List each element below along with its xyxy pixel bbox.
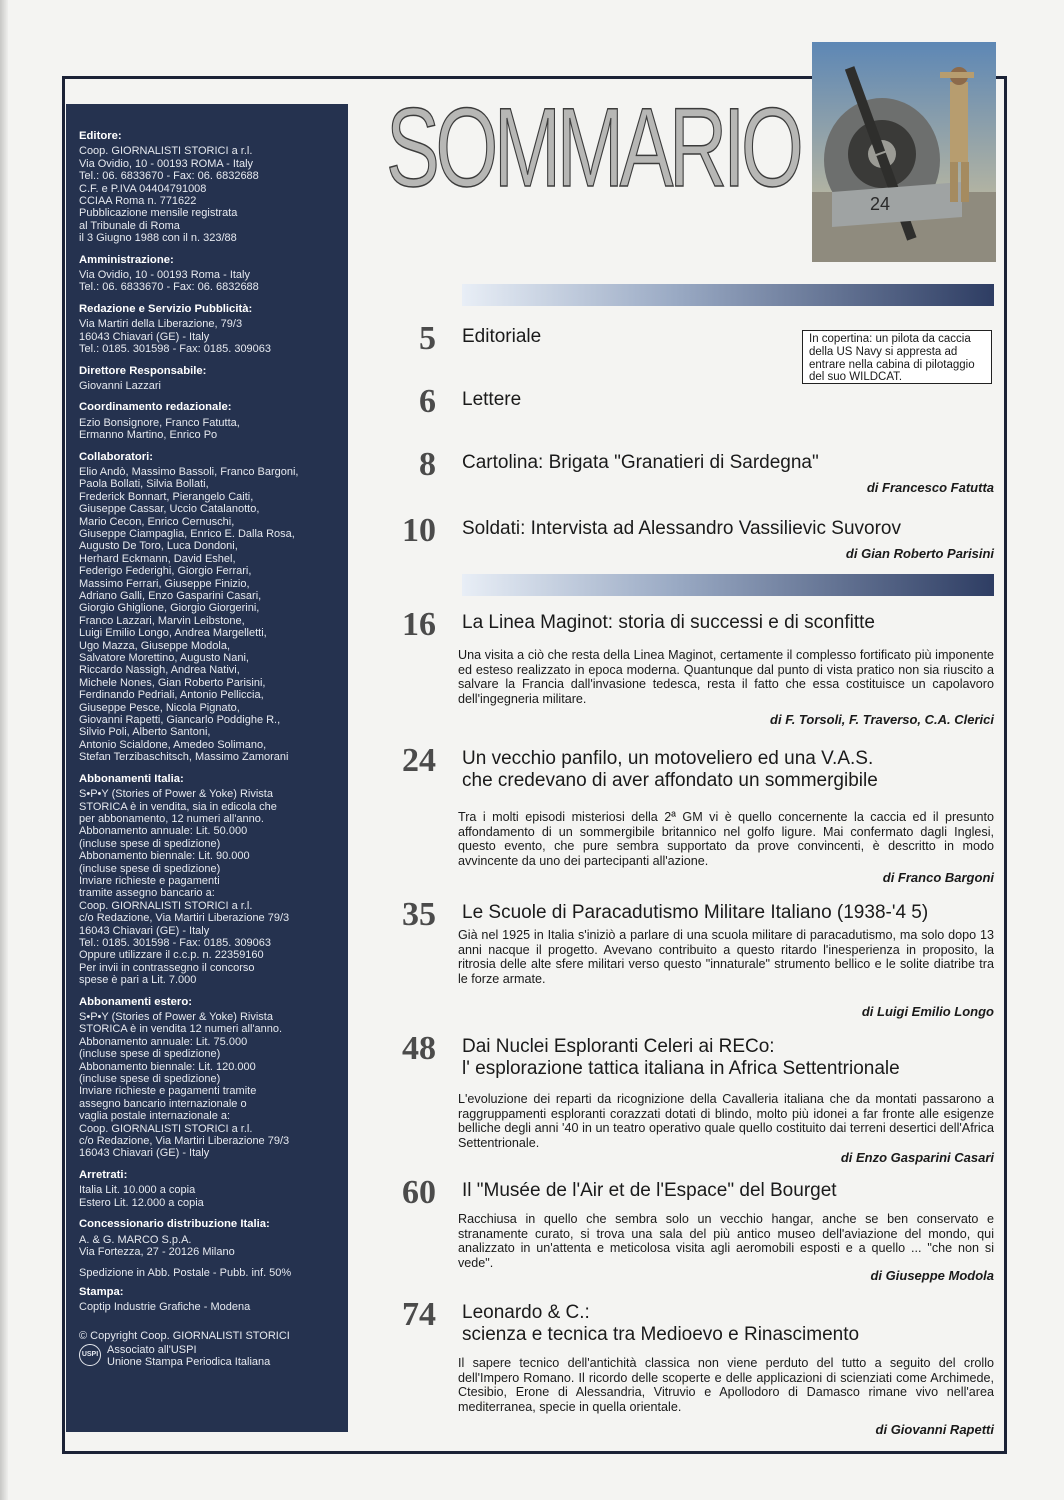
masthead-line: spese è pari a Lit. 7.000 [79, 974, 197, 987]
entry-description: Una visita a ciò che resta della Linea Maginot, certamente il complesso fortificato più imponente ed esteso realizzato in epoca moderna. Quantunque dal punto di vista pratico non sia riuscito a salvare la Francia dall'invasione tedesca, resta il fatto che essa costituisce un capolavoro dell'ingegneria militare. [458, 648, 994, 706]
masthead-line: Federigo Federighi, Giorgio Ferrari, [79, 565, 252, 578]
masthead-line: Ermanno Martino, Enrico Po [79, 429, 218, 442]
masthead-line: Via Ovidio, 10 - 00193 ROMA - Italy [79, 157, 254, 170]
masthead-line: Abbonamento biennale: Lit. 90.000 [79, 850, 250, 863]
masthead-line: (incluse spese di spedizione) [79, 1048, 221, 1061]
aircraft-number: 24 [870, 194, 891, 214]
masthead-line: CCIAA Roma n. 771622 [79, 195, 197, 208]
masthead-line: Tel.: 0185. 301598 - Fax: 0185. 309063 [79, 343, 272, 356]
masthead-line: Estero Lit. 12.000 a copia [79, 1196, 204, 1209]
masthead-line: c/o Redazione, Via Martiri Liberazione 79/3 [79, 912, 290, 925]
entry-title: l' esplorazione tattica italiana in Africa Settentrionale [462, 1058, 900, 1079]
masthead-section [79, 365, 348, 393]
masthead-line: Franco Lazzari, Marvin Leibstone, [79, 614, 245, 627]
masthead-line: Mario Cecon, Enrico Cernuschi, [79, 515, 235, 528]
stampa-heading: Stampa: [79, 1285, 124, 1298]
masthead-line: Coop. GIORNALISTI STORICI a r.l. [79, 145, 253, 158]
entry-title: Leonardo & C.: [462, 1302, 590, 1323]
masthead-heading: Abbonamenti estero: [79, 995, 192, 1008]
entry-title: Il "Musée de l'Air et de l'Espace" del Bourget [462, 1180, 837, 1201]
entry-author: di Francesco Fatutta [866, 480, 994, 495]
page-number: 74 [402, 1296, 436, 1333]
masthead-line: tramite assegno bancario a: [79, 887, 215, 900]
masthead-heading: Redazione e Servizio Pubblicità: [79, 302, 253, 315]
page-title: SOMMARIO [386, 85, 800, 210]
entry-author: di Giovanni Rapetti [875, 1422, 994, 1437]
entry-title: Un vecchio panfilo, un motoveliero ed una V.A.S. [462, 748, 874, 769]
masthead-line: Tel.: 06. 6833670 - Fax: 06. 6832688 [79, 170, 259, 183]
entry-title: La Linea Maginot: storia di successi e di sconfitte [462, 612, 875, 633]
masthead-line: Ezio Bonsignore, Franco Fatutta, [79, 416, 240, 429]
masthead-line: Salvatore Morettino, Augusto Nani, [79, 652, 249, 665]
masthead-line: c/o Redazione, Via Martiri Liberazione 79/3 [79, 1135, 290, 1148]
masthead-line: STORICA è in vendita 12 numeri all'anno. [79, 1023, 283, 1036]
entry-title: che credevano di aver affondato un sommergibile [462, 770, 878, 791]
masthead-line: Frederick Bonnart, Pierangelo Caiti, [79, 490, 254, 503]
masthead-line: Silvio Poli, Alberto Santoni, [79, 726, 211, 739]
masthead-line: C.F. e P.IVA 04404791008 [79, 182, 207, 195]
masthead-section [79, 401, 348, 441]
masthead-line: S•P•Y (Stories of Power & Yoke) Rivista [79, 788, 273, 801]
cover-caption-box: In copertina: un pilota da caccia della US Navy si appresta ad entrare nella cabina di pilotaggio del suo WILDCAT. [802, 330, 992, 384]
masthead-heading: Concessionario distribuzione Italia: [79, 1218, 270, 1231]
masthead-line: Antonio Scialdone, Amedeo Solimano, [79, 738, 267, 751]
entry-title: Editoriale [462, 326, 542, 347]
masthead-line: Coop. GIORNALISTI STORICI a r.l. [79, 899, 253, 912]
entry-description: Già nel 1925 in Italia s'iniziò a parlare di una scuola militare di paracadutismo, ma solo dopo 13 anni nacque il progetto. Avevano contribuito a questo ritardo l'inesperienza in proposito, la ritrosia delle alte sfere militari verso questo "innaturale" strumento bellico e le solite diatribe tra le forze armate. [458, 928, 994, 986]
unione-text: Unione Stampa Periodica Italiana [107, 1356, 271, 1369]
page-number: 24 [402, 742, 436, 779]
masthead-heading: Abbonamenti Italia: [79, 772, 184, 785]
page-number: 60 [402, 1174, 436, 1211]
masthead-line: Stefan Terzibaschitsch, Massimo Zamorani [79, 751, 289, 764]
masthead-line: Paola Bollati, Silvia Bollati, [79, 478, 209, 491]
masthead-heading: Arretrati: [79, 1168, 128, 1181]
masthead-section [79, 130, 348, 245]
masthead-sidebar [66, 104, 348, 1432]
page-number: 6 [419, 383, 436, 420]
stampa-text: Coptip Industrie Grafiche - Modena [79, 1301, 251, 1314]
uspi-block [79, 1344, 348, 1369]
masthead-line: (incluse spese di spedizione) [79, 1073, 221, 1086]
divider-bar-top [462, 284, 994, 306]
entry-title: Le Scuole di Paracadutismo Militare Italiano (1938-'4 5) [462, 902, 929, 923]
masthead-line: Giuseppe Cassar, Uccio Catalanotto, [79, 503, 260, 516]
spedizione-note: Spedizione in Abb. Postale - Pubb. inf. 50% [79, 1267, 292, 1280]
masthead-sections [79, 130, 348, 1258]
entry-author: di F. Torsoli, F. Traverso, C.A. Clerici [770, 712, 994, 727]
masthead-line: Abbonamento annuale: Lit. 75.000 [79, 1035, 248, 1048]
entry-author: di Gian Roberto Parisini [845, 546, 994, 561]
masthead-line: Via Ovidio, 10 - 00193 Roma - Italy [79, 269, 250, 282]
masthead-heading: Collaboratori: [79, 450, 154, 463]
masthead-line: al Tribunale di Roma [79, 219, 180, 232]
masthead-line: 16043 Chiavari (GE) - Italy [79, 1147, 210, 1160]
associato-text: Associato all'USPI [107, 1343, 197, 1356]
masthead-line: Giuseppe Ciampaglia, Enrico E. Dalla Rosa, [79, 527, 295, 540]
masthead-line: Elio Andò, Massimo Bassoli, Franco Bargoni, [79, 465, 299, 478]
entry-author: di Luigi Emilio Longo [861, 1004, 994, 1019]
masthead-line: Adriano Galli, Enzo Gasparini Casari, [79, 590, 262, 602]
page-number: 10 [402, 512, 436, 549]
masthead-heading: Direttore Responsabile: [79, 364, 207, 377]
page-number: 5 [419, 320, 436, 357]
pilot-aircraft-photo-icon [812, 42, 996, 262]
masthead-line: Italia Lit. 10.000 a copia [79, 1184, 196, 1197]
masthead-line: Massimo Ferrari, Giuseppe Finizio, [79, 577, 250, 590]
page-number: 35 [402, 896, 436, 933]
scan-edge [0, 0, 8, 1500]
masthead-section [79, 1218, 348, 1258]
masthead-line: Herhard Eckmann, David Eshel, [79, 552, 236, 565]
masthead-line: Inviare richieste e pagamenti [79, 874, 220, 887]
masthead-heading: Amministrazione: [79, 253, 174, 266]
entry-title: Cartolina: Brigata "Granatieri di Sardegna" [462, 452, 819, 473]
masthead-line: Giuseppe Pesce, Nicola Pignato, [79, 701, 240, 714]
entry-description: Racchiusa in quello che sembra solo un vecchio hangar, anche se ben conservato e stranamente curato, si trova una sala del più antico museo dell'aviazione del mondo, qui analizzato in un'attenta e meticolosa visita agli aeromobili esposti e a quello ... "che non si vede". [458, 1212, 994, 1270]
entry-author: di Franco Bargoni [882, 870, 994, 885]
masthead-line: vaglia postale internazionale a: [79, 1110, 231, 1123]
masthead-line: Tel.: 0185. 301598 - Fax: 0185. 309063 [79, 936, 272, 949]
masthead-line: Abbonamento biennale: Lit. 120.000 [79, 1060, 256, 1073]
entry-author: di Giuseppe Modola [870, 1268, 994, 1283]
masthead-line: (incluse spese di spedizione) [79, 862, 221, 875]
page-number: 16 [402, 606, 436, 643]
cover-photo [812, 42, 996, 262]
masthead-line: Via Martiri della Liberazione, 79/3 [79, 318, 243, 331]
masthead-section [79, 303, 348, 356]
masthead-heading: Editore: [79, 130, 122, 142]
masthead-line: Riccardo Nassigh, Andrea Nativi, [79, 664, 240, 677]
masthead-line: Oppure utilizzare il c.c.p. n. 22359160 [79, 949, 264, 962]
masthead-line: il 3 Giugno 1988 con il n. 323/88 [79, 232, 237, 245]
divider-bar-middle [462, 574, 994, 596]
masthead-line: 16043 Chiavari (GE) - Italy [79, 924, 210, 937]
masthead-line: Michele Nones, Gian Roberto Parisini, [79, 676, 266, 689]
masthead-section [79, 773, 348, 987]
masthead-line: A. & G. MARCO S.p.A. [79, 1233, 192, 1246]
masthead-line: Tel.: 06. 6833670 - Fax: 06. 6832688 [79, 281, 259, 294]
masthead-section [79, 996, 348, 1160]
entry-title: Dai Nuclei Esploranti Celeri ai RECo: [462, 1036, 775, 1057]
uspi-logo-icon: USPI [79, 1344, 101, 1366]
masthead-line: Per invii in contrassegno il concorso [79, 961, 255, 974]
page-number: 48 [402, 1030, 436, 1067]
entry-title: scienza e tecnica tra Medioevo e Rinascimento [462, 1324, 860, 1345]
masthead-line: S•P•Y (Stories of Power & Yoke) Rivista [79, 1011, 273, 1023]
masthead-line: per abbonamento, 12 numeri all'anno. [79, 812, 264, 825]
masthead-line: Coop. GIORNALISTI STORICI a r.l. [79, 1122, 253, 1135]
masthead-line: 16043 Chiavari (GE) - Italy [79, 330, 210, 343]
entry-title: Soldati: Intervista ad Alessandro Vassilievic Suvorov [462, 518, 901, 539]
masthead-line: Giovanni Rapetti, Giancarlo Poddighe R., [79, 714, 281, 727]
masthead-line: Ferdinando Pedriali, Antonio Pelliccia, [79, 689, 264, 702]
masthead-line: Giorgio Ghiglione, Giorgio Giorgerini, [79, 602, 260, 615]
copyright-text: © Copyright Coop. GIORNALISTI STORICI [79, 1329, 290, 1342]
masthead-line: Pubblicazione mensile registrata [79, 207, 238, 220]
entry-description: Il sapere tecnico dell'antichità classica non viene perduto del tutto a seguito del crollo dell'Impero Romano. Il ricordo delle scoperte e delle applicazioni di scienziati come Archimede, Ctesibio, Erone di Alessandria, Vitruvio e Apollodoro di Damasco rimane vivo nell'area mediterranea, specie in quella orientale. [458, 1356, 994, 1414]
masthead-line: Luigi Emilio Longo, Andrea Margelletti, [79, 627, 267, 640]
masthead-line: assegno bancario internazionale o [79, 1097, 247, 1110]
page-number: 8 [419, 446, 436, 483]
masthead-line: STORICA è in vendita, sia in edicola che [79, 800, 277, 813]
masthead-section [79, 1169, 348, 1209]
entry-description: Tra i molti episodi misteriosi della 2ª GM vi è quello concernente la caccia ed il presunto affondamento di un sommergibile britannico nel golfo ligure. Mai confermato dagli Inglesi, questo evento, che pure sembra supportato da prove convincenti, è descritto in modo avvincente da uno dei partecipanti all'azione. [458, 810, 994, 868]
masthead-line: Via Fortezza, 27 - 20126 Milano [79, 1245, 235, 1258]
masthead-heading: Coordinamento redazionale: [79, 401, 232, 414]
entry-description: L'evoluzione dei reparti da ricognizione della Cavalleria italiana che da montati passarono a raggruppamenti esploranti corazzati dotati di blindo, molto più idonei a far fronte alle esigenze belliche degli anni '40 in un teatro operativo quale quello costituito dai terreni desertici dell'Africa Settentrionale. [458, 1092, 994, 1150]
masthead-line: Augusto De Toro, Luca Dondoni, [79, 540, 238, 553]
masthead-line: Inviare richieste e pagamenti tramite [79, 1085, 257, 1098]
masthead-section [79, 254, 348, 294]
masthead-line: (incluse spese di spedizione) [79, 837, 221, 850]
masthead-line: Abbonamento annuale: Lit. 50.000 [79, 825, 248, 838]
masthead-line: Giovanni Lazzari [79, 379, 161, 392]
entry-author: di Enzo Gasparini Casari [840, 1150, 994, 1165]
entry-title: Lettere [462, 389, 522, 410]
masthead-section [79, 451, 348, 764]
masthead-line: Ugo Mazza, Giuseppe Modola, [79, 639, 231, 652]
